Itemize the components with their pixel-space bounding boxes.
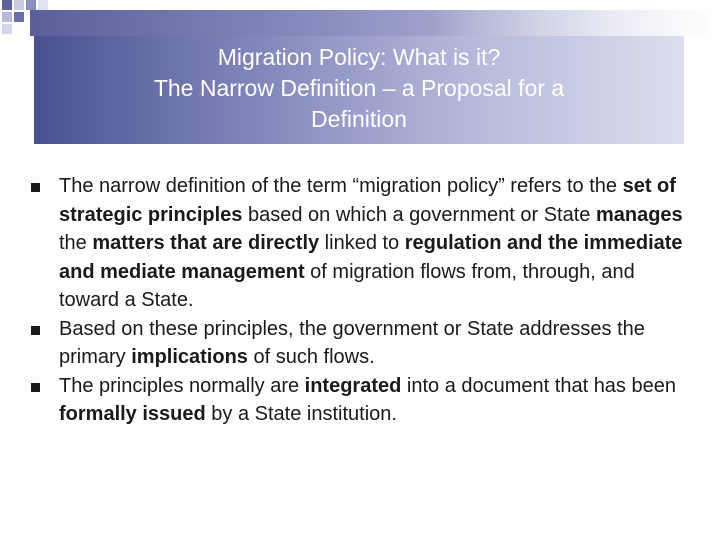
text-segment: The principles normally are bbox=[59, 374, 305, 397]
bold-text-segment: integrated bbox=[304, 374, 402, 397]
bold-text-segment: matters that are directly bbox=[92, 232, 320, 254]
text-segment: of such flows. bbox=[247, 346, 375, 368]
text-segment: into a document that has been bbox=[401, 374, 676, 397]
text-segment: Based on these principles, the government or State addresses the primary bbox=[59, 317, 645, 368]
title-line-2: The Narrow Definition – a Proposal for a bbox=[153, 75, 565, 101]
bold-text-segment: regulation and the immediate and mediate management bbox=[59, 232, 683, 283]
square-bullet-icon bbox=[31, 326, 40, 335]
square-bullet-icon bbox=[31, 183, 40, 192]
text-segment: based on which a government or State bbox=[242, 203, 596, 226]
title-banner bbox=[34, 36, 684, 144]
text-segment: by a State institution. bbox=[205, 403, 397, 425]
title-line-1: Migration Policy: What is it? bbox=[217, 44, 501, 70]
bullet-text bbox=[59, 375, 676, 426]
bold-text-segment: formally issued bbox=[59, 403, 206, 425]
title-line-3: Definition bbox=[311, 106, 407, 132]
decor-square bbox=[14, 0, 24, 10]
bullet-item bbox=[30, 172, 690, 315]
bullet-item bbox=[30, 372, 690, 429]
bullet-list bbox=[30, 172, 690, 429]
decor-square bbox=[2, 0, 12, 10]
decor-square bbox=[38, 0, 48, 10]
bold-text-segment: manages bbox=[595, 203, 683, 226]
text-segment: linked to bbox=[319, 232, 405, 254]
text-segment: of migration flows from, through, and toward a State. bbox=[59, 260, 635, 311]
slide-title bbox=[34, 42, 684, 135]
bullet-item bbox=[30, 315, 690, 372]
text-segment: the bbox=[59, 232, 93, 254]
header-stripe-fade bbox=[0, 10, 720, 36]
bold-text-segment: set of strategic principles bbox=[59, 175, 676, 226]
decor-square bbox=[26, 0, 36, 10]
text-segment: The narrow definition of the term “migration policy” refers to the bbox=[59, 175, 623, 197]
square-bullet-icon bbox=[31, 383, 40, 392]
bullet-text bbox=[59, 318, 645, 369]
bullet-text bbox=[59, 175, 683, 311]
bold-text-segment: implications bbox=[131, 346, 248, 368]
